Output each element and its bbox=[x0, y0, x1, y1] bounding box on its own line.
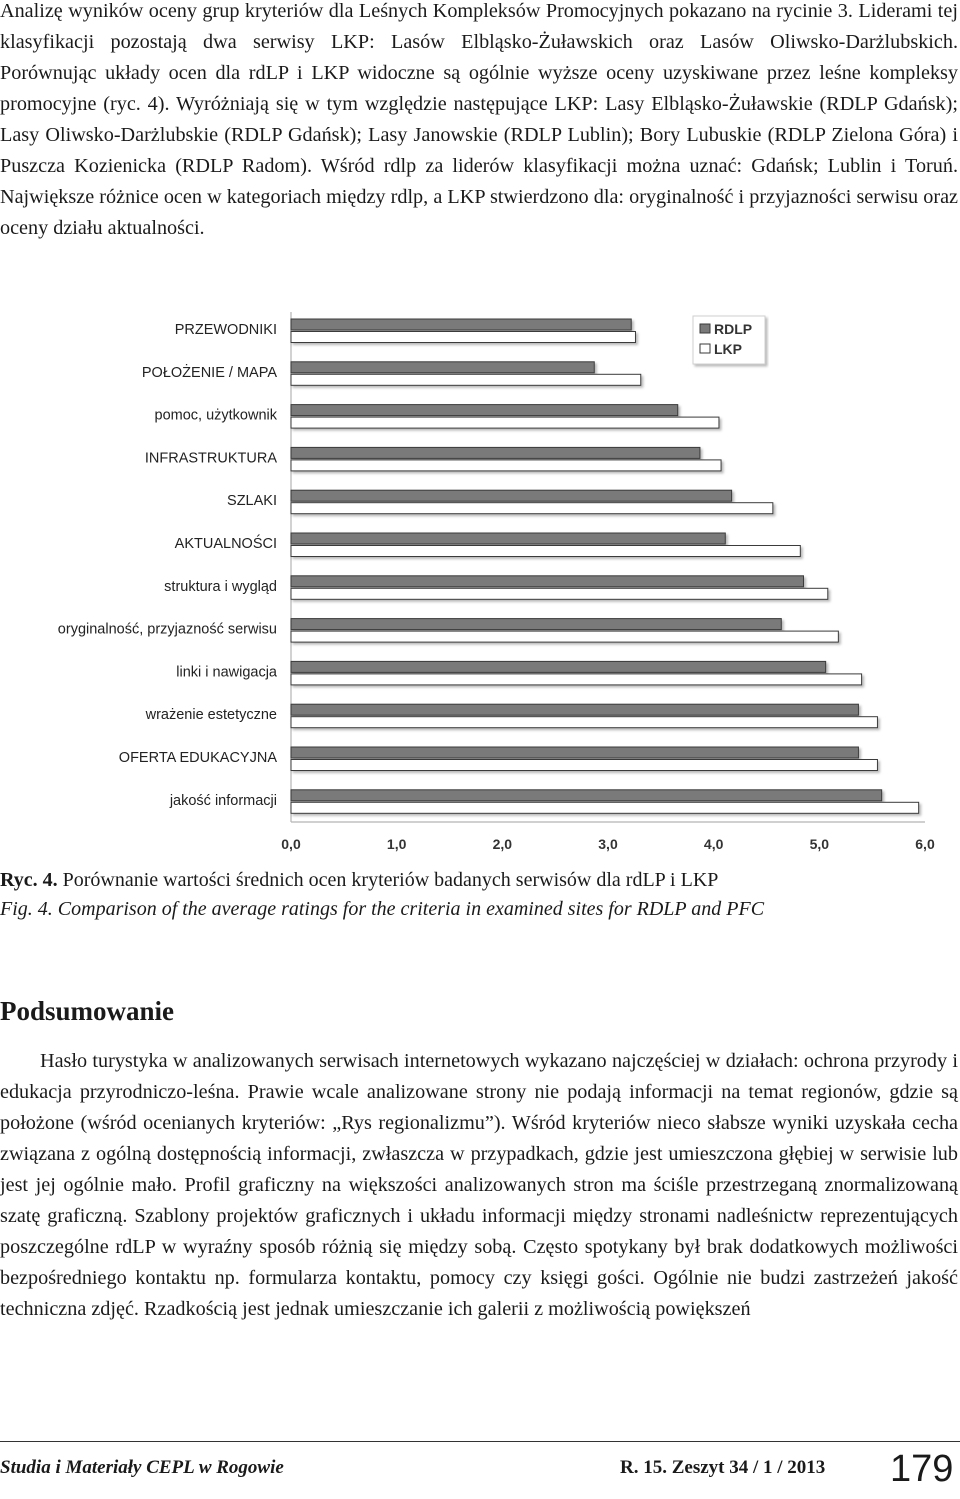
caption-text-en: Comparison of the average ratings for the criteria in examined sites for RDLP and PFC bbox=[57, 898, 765, 920]
category-label-pomoc-uzytkownik: pomoc, użytkownik bbox=[154, 407, 277, 424]
bar-lkp-oryginalnosc-przyjaznosc-serwisu bbox=[291, 631, 838, 642]
bar-rdlp-oryginalnosc-przyjaznosc-serwisu bbox=[291, 619, 781, 630]
x-tick-label: 3,0 bbox=[598, 836, 618, 852]
bar-chart bbox=[0, 300, 960, 860]
x-tick-label: 0,0 bbox=[281, 836, 301, 852]
bar-rdlp-struktura-i-wyglad bbox=[291, 576, 803, 587]
bar-rdlp-polozenie-mapa bbox=[291, 362, 594, 373]
bar-rdlp-jakosc-informacji bbox=[291, 790, 882, 801]
section-heading: Podsumowanie bbox=[0, 996, 175, 1026]
category-label-struktura-i-wyglad: struktura i wygląd bbox=[164, 578, 277, 595]
bar-rdlp-przewodniki bbox=[291, 319, 631, 330]
bar-lkp-linki-i-nawigacja bbox=[291, 674, 862, 685]
bar-rdlp-oferta-edukacyjna bbox=[291, 747, 858, 758]
footer-divider bbox=[0, 1441, 960, 1442]
bar-rdlp-pomoc-uzytkownik bbox=[291, 405, 678, 416]
category-label-oferta-edukacyjna: OFERTA EDUKACYJNA bbox=[118, 750, 277, 766]
bar-lkp-przewodniki bbox=[291, 332, 635, 343]
bar-lkp-jakosc-informacji bbox=[291, 802, 919, 813]
legend-label-rdlp: RDLP bbox=[714, 321, 753, 337]
chart-legend bbox=[693, 316, 765, 364]
bar-rdlp-szlaki bbox=[291, 490, 732, 501]
caption-label-pl: Ryc. 4. bbox=[0, 869, 58, 891]
bar-lkp-infrastruktura bbox=[291, 460, 721, 471]
legend-label-lkp: LKP bbox=[714, 341, 742, 357]
category-label-linki-i-nawigacja: linki i nawigacja bbox=[176, 664, 277, 681]
category-label-aktualnosci: AKTUALNOŚCI bbox=[174, 536, 277, 552]
page-number: 179 bbox=[890, 1448, 954, 1490]
bar-lkp-polozenie-mapa bbox=[291, 374, 641, 385]
bar-lkp-oferta-edukacyjna bbox=[291, 760, 877, 771]
x-tick-label: 2,0 bbox=[492, 836, 513, 852]
summary-paragraph bbox=[0, 1046, 958, 1325]
journal-title: Studia i Materiały CEPL w Rogowie bbox=[0, 1457, 284, 1478]
legend-swatch-lkp bbox=[700, 344, 710, 353]
bar-rdlp-wrazenie-estetyczne bbox=[291, 704, 858, 715]
category-label-infrastruktura: INFRASTRUKTURA bbox=[144, 450, 277, 467]
legend-swatch-rdlp bbox=[700, 324, 710, 333]
bar-rdlp-infrastruktura bbox=[291, 447, 700, 458]
category-label-oryginalnosc-przyjaznosc-serwisu: oryginalność, przyjazność serwisu bbox=[57, 621, 277, 638]
summary-text: Hasło turystyka w analizowanych serwisach internetowych wykazano najczęściej w działach: ochrona przyrody i edukacja przyrodniczo-leśna. Prawie wcale analizowane strony nie podają informacji na temat regionów, gdzie są położone (wśród ocenianych kryteriów: „Rys regionalizmu”). Wśród kryteriów nieco słabsze wyniki uzyskała cecha związana z ogólną dostępnością informacji, zwłaszcza w przypadkach, gdzie jest umieszczona głębiej w serwisie lub jest jej ogólnie mało. Profil graficzny na większości analizowanych stron ma ściśle przestrzeganą znormalizowaną szatę graficzną. Szablony projektów graficznych i układu informacji między stronami nadleśnictw reprezentujących poszczególne rdLP w wyraźny sposób różnią się między sobą. Często spotykany był brak dodatkowych możliwości bezpośredniego kontaktu np. formularza kontaktu, pomocy czy księgi gości. Ogólnie nie budzi zastrzeżeń jakość techniczna zdjęć. Rzadkością jest jednak umieszczanie ich galerii z możliwością powiększeń bbox=[0, 1050, 958, 1320]
bar-rdlp-linki-i-nawigacja bbox=[291, 661, 826, 672]
bar-lkp-wrazenie-estetyczne bbox=[291, 717, 877, 728]
category-label-szlaki: SZLAKI bbox=[227, 493, 277, 510]
category-label-polozenie-mapa: POŁOŻENIE / MAPA bbox=[141, 364, 277, 381]
category-label-jakosc-informacji: jakość informacji bbox=[169, 792, 277, 809]
x-tick-label: 1,0 bbox=[386, 836, 407, 852]
x-tick-label: 5,0 bbox=[809, 836, 830, 852]
bar-rdlp-aktualnosci bbox=[291, 533, 725, 544]
issue-info: R. 15. Zeszyt 34 / 1 / 2013 bbox=[620, 1457, 826, 1478]
bar-lkp-aktualnosci bbox=[291, 546, 800, 557]
caption-label-en: Fig. 4. bbox=[0, 898, 53, 920]
category-label-przewodniki: PRZEWODNIKI bbox=[174, 322, 277, 338]
bar-lkp-szlaki bbox=[291, 503, 773, 514]
x-tick-label: 4,0 bbox=[703, 836, 724, 852]
bar-lkp-struktura-i-wyglad bbox=[291, 588, 828, 599]
caption-text-pl: Porównanie wartości średnich ocen kryteriów badanych serwisów dla rdLP i LKP bbox=[62, 869, 719, 891]
intro-paragraph: Analizę wyników oceny grup kryteriów dla Leśnych Kompleksów Promocyjnych pokazano na rycinie 3. Liderami tej klasyfikacji pozostają dwa serwisy LKP: Lasów Elbląsko-Żuławskich oraz Lasów Oliwsko-Darżlubskich. Porównując układy ocen dla rdLP i LKP widoczne są ogólnie wyższe oceny uzyskiwane przez leśne kompleksy promocyjne (ryc. 4). Wyróżniają się w tym względzie następujące LKP: Lasy Elbląsko-Żuławskie (RDLP Gdańsk); Lasy Oliwsko-Darżlubskie (RDLP Gdańsk); Lasy Janowskie (RDLP Lublin); Bory Lubuskie (RDLP Zielona Góra) i Puszcza Kozienicka (RDLP Radom). Wśród rdlp za liderów klasyfikacji można uznać: Gdańsk; Lublin i Toruń. Największe różnice ocen w kategoriach między rdlp, a LKP stwierdzono dla: oryginalność i przyjazności serwisu oraz oceny działu aktualności. bbox=[0, 0, 958, 239]
plot-area bbox=[291, 312, 925, 822]
x-tick-label: 6,0 bbox=[915, 836, 935, 852]
bar-lkp-pomoc-uzytkownik bbox=[291, 417, 719, 428]
figure-caption-pl bbox=[0, 867, 718, 893]
figure-caption-en bbox=[0, 896, 764, 922]
category-label-wrazenie-estetyczne: wrażenie estetyczne bbox=[145, 707, 277, 724]
